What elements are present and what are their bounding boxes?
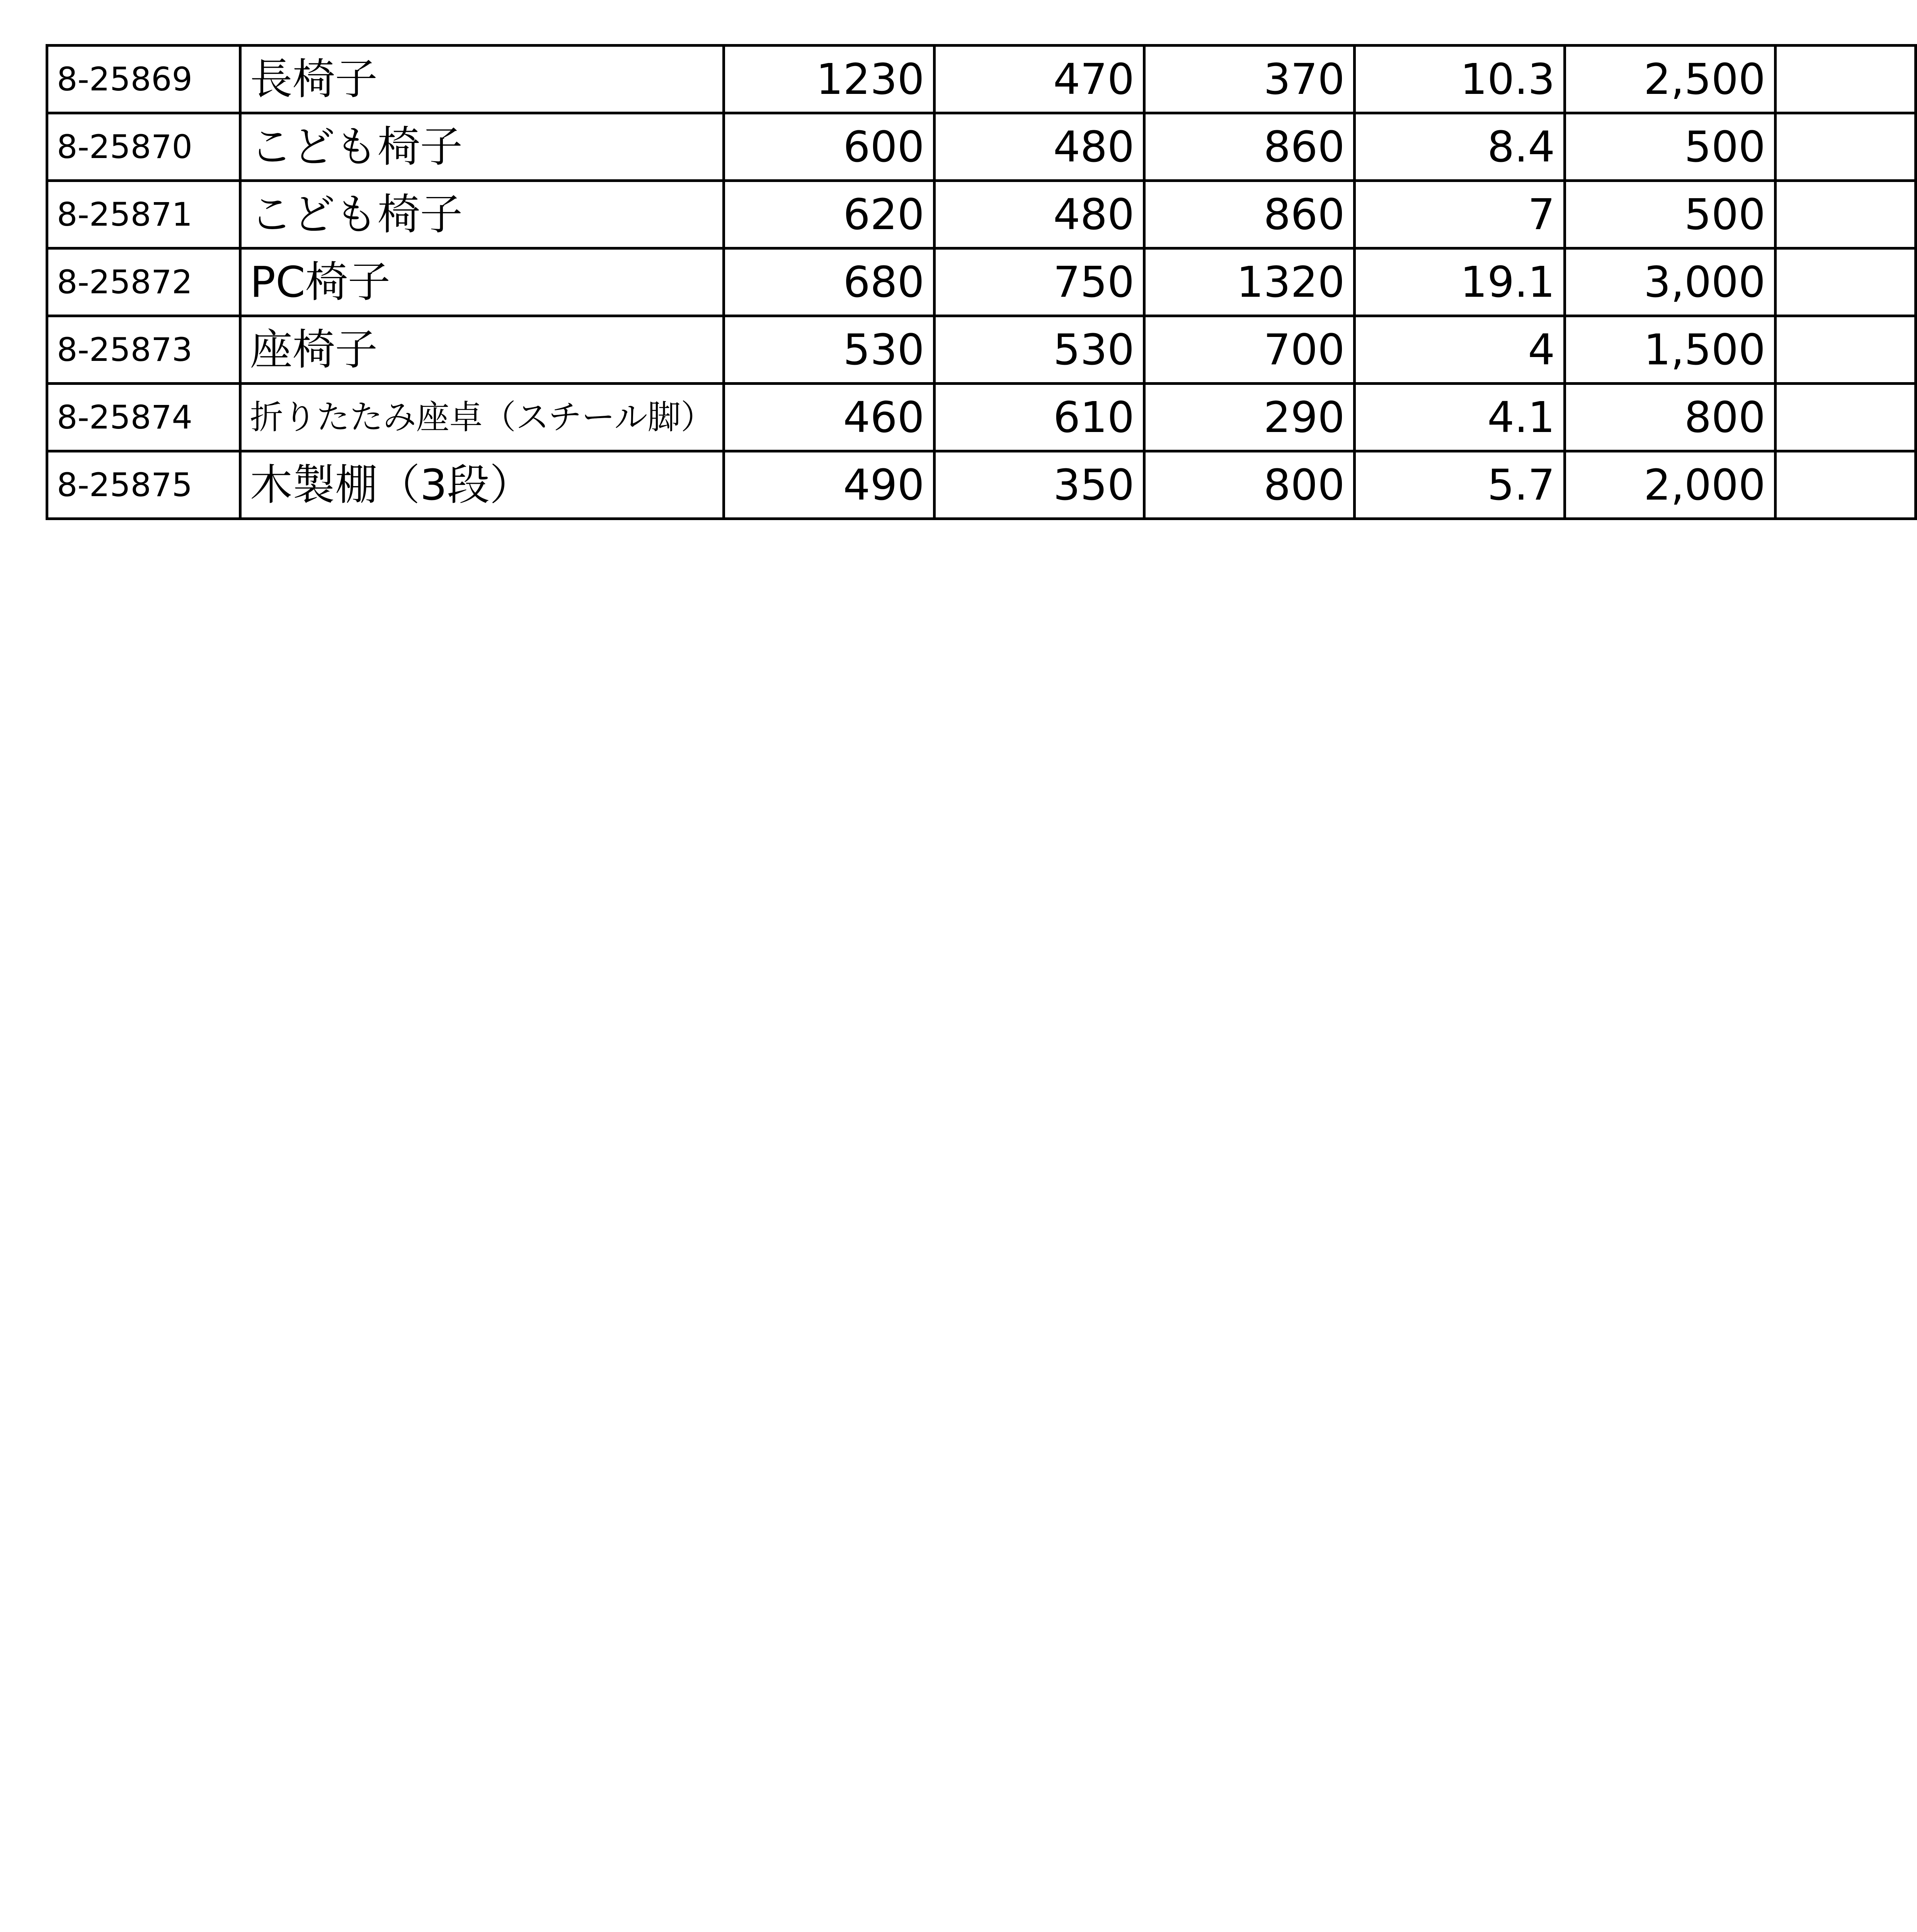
weight-cell: 19.1	[1355, 248, 1565, 316]
item-name-cell: PC椅子	[240, 248, 724, 316]
weight-cell: 10.3	[1355, 46, 1565, 113]
dimension-2-cell: 610	[934, 384, 1144, 451]
memo-cell	[1775, 46, 1915, 113]
item-name-cell: 折りたたみ座卓（スチール脚）	[240, 384, 724, 451]
weight-cell: 8.4	[1355, 113, 1565, 181]
dimension-2-cell: 480	[934, 181, 1144, 248]
dimension-1-cell: 600	[724, 113, 934, 181]
item-code-cell: 8-25872	[47, 248, 240, 316]
weight-cell: 5.7	[1355, 451, 1565, 519]
price-cell: 1,500	[1565, 316, 1776, 384]
table-row	[47, 181, 1916, 248]
table-row	[47, 248, 1916, 316]
weight-cell: 4	[1355, 316, 1565, 384]
dimension-2-cell: 470	[934, 46, 1144, 113]
dimension-1-cell: 680	[724, 248, 934, 316]
memo-cell	[1775, 384, 1915, 451]
dimension-1-cell: 1230	[724, 46, 934, 113]
dimension-3-cell: 860	[1144, 181, 1355, 248]
dimension-2-cell: 750	[934, 248, 1144, 316]
item-code-cell: 8-25871	[47, 181, 240, 248]
item-code-cell: 8-25875	[47, 451, 240, 519]
item-code-cell: 8-25870	[47, 113, 240, 181]
item-table	[46, 44, 1917, 520]
dimension-3-cell: 800	[1144, 451, 1355, 519]
item-name-cell: 座椅子	[240, 316, 724, 384]
dimension-2-cell: 530	[934, 316, 1144, 384]
dimension-2-cell: 350	[934, 451, 1144, 519]
table-row	[47, 451, 1916, 519]
table-row	[47, 46, 1916, 113]
memo-cell	[1775, 248, 1915, 316]
price-cell: 2,000	[1565, 451, 1776, 519]
memo-cell	[1775, 113, 1915, 181]
dimension-3-cell: 860	[1144, 113, 1355, 181]
dimension-3-cell: 700	[1144, 316, 1355, 384]
item-name-cell: こども椅子	[240, 113, 724, 181]
item-code-cell: 8-25873	[47, 316, 240, 384]
memo-cell	[1775, 451, 1915, 519]
memo-cell	[1775, 181, 1915, 248]
price-cell: 3,000	[1565, 248, 1776, 316]
dimension-1-cell: 490	[724, 451, 934, 519]
item-name-cell: こども椅子	[240, 181, 724, 248]
dimension-2-cell: 480	[934, 113, 1144, 181]
item-name-cell: 木製棚（3段）	[240, 451, 724, 519]
weight-cell: 4.1	[1355, 384, 1565, 451]
dimension-1-cell: 530	[724, 316, 934, 384]
table-row	[47, 384, 1916, 451]
weight-cell: 7	[1355, 181, 1565, 248]
table-row	[47, 113, 1916, 181]
table-row	[47, 316, 1916, 384]
dimension-1-cell: 620	[724, 181, 934, 248]
item-code-cell: 8-25869	[47, 46, 240, 113]
dimension-3-cell: 290	[1144, 384, 1355, 451]
price-cell: 500	[1565, 181, 1776, 248]
price-cell: 2,500	[1565, 46, 1776, 113]
item-name-cell: 長椅子	[240, 46, 724, 113]
dimension-1-cell: 460	[724, 384, 934, 451]
item-code-cell: 8-25874	[47, 384, 240, 451]
dimension-3-cell: 1320	[1144, 248, 1355, 316]
memo-cell	[1775, 316, 1915, 384]
price-cell: 800	[1565, 384, 1776, 451]
price-cell: 500	[1565, 113, 1776, 181]
dimension-3-cell: 370	[1144, 46, 1355, 113]
